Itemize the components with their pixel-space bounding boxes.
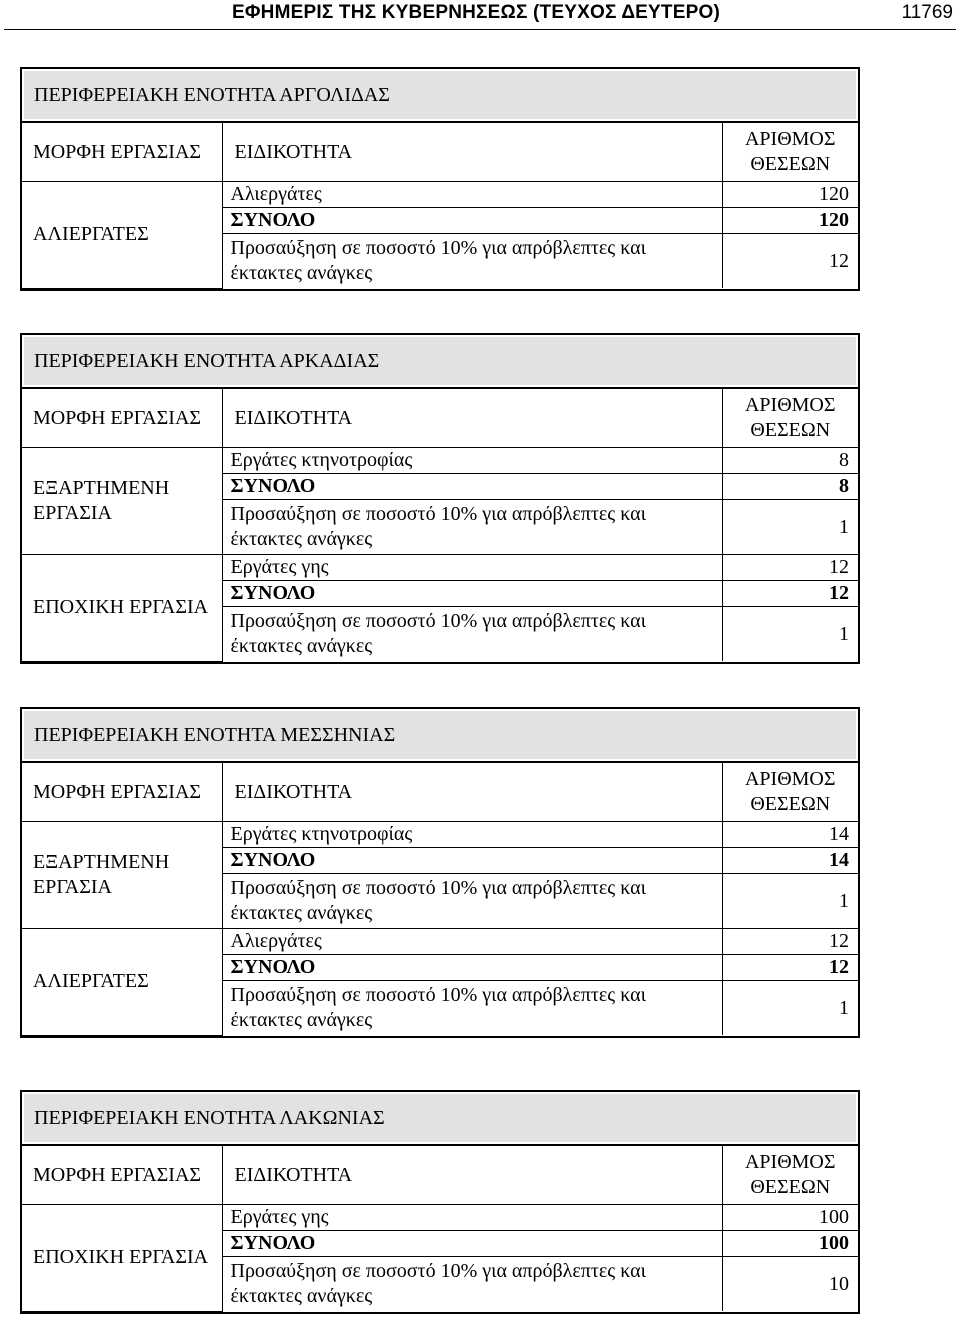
section-title: ΠΕΡΙΦΕΡΕΙΑΚΗ ΕΝΟΤΗΤΑ ΑΡΚΑΔΙΑΣ [22, 335, 858, 389]
header-rule [4, 29, 956, 30]
page-header [0, 0, 960, 30]
total-label: ΣΥΝΟΛΟ [222, 848, 722, 874]
header-form: ΜΟΡΦΗ ΕΡΓΑΣΙΑΣ [22, 389, 222, 448]
specialty: Αλιεργάτες [222, 929, 722, 955]
work-form: ΕΞΑΡΤΗΜΕΝΗ ΕΡΓΑΣΙΑ [22, 448, 222, 555]
position-count: 120 [722, 182, 858, 208]
header-form: ΜΟΡΦΗ ΕΡΓΑΣΙΑΣ [22, 1146, 222, 1205]
total-count: 14 [722, 848, 858, 874]
section-title: ΠΕΡΙΦΕΡΕΙΑΚΗ ΕΝΟΤΗΤΑ ΛΑΚΩΝΙΑΣ [22, 1092, 858, 1146]
table-row [22, 555, 858, 581]
total-label: ΣΥΝΟΛΟ [222, 581, 722, 607]
increase-count: 1 [722, 607, 858, 662]
header-specialty: ΕΙΔΙΚΟΤΗΤΑ [222, 389, 722, 448]
total-label: ΣΥΝΟΛΟ [222, 955, 722, 981]
position-count: 12 [722, 555, 858, 581]
header-count: ΑΡΙΘΜΟΣ ΘΕΣΕΩΝ [722, 123, 858, 182]
increase-label: Προσαύξηση σε ποσοστό 10% για απρόβλεπτες και έκτακτες ανάγκες [222, 1257, 722, 1312]
header-specialty: ΕΙΔΙΚΟΤΗΤΑ [222, 763, 722, 822]
header-form: ΜΟΡΦΗ ΕΡΓΑΣΙΑΣ [22, 123, 222, 182]
section-argolida [20, 67, 860, 291]
table-header-row [22, 123, 858, 182]
specialty: Εργάτες γης [222, 1205, 722, 1231]
total-count: 12 [722, 955, 858, 981]
header-specialty: ΕΙΔΙΚΟΤΗΤΑ [222, 123, 722, 182]
section-messinia [20, 707, 860, 1038]
header-count: ΑΡΙΘΜΟΣ ΘΕΣΕΩΝ [722, 389, 858, 448]
increase-label: Προσαύξηση σε ποσοστό 10% για απρόβλεπτες και έκτακτες ανάγκες [222, 874, 722, 929]
section-arkadia [20, 333, 860, 664]
table-header-row [22, 389, 858, 448]
table-row [22, 929, 858, 955]
work-form: ΕΞΑΡΤΗΜΕΝΗ ΕΡΓΑΣΙΑ [22, 822, 222, 929]
specialty: Εργάτες κτηνοτροφίας [222, 822, 722, 848]
position-count: 12 [722, 929, 858, 955]
table-row [22, 1205, 858, 1231]
page-number: 11769 [901, 2, 953, 23]
position-count: 14 [722, 822, 858, 848]
positions-table [22, 123, 858, 289]
work-form: ΑΛΙΕΡΓΑΤΕΣ [22, 182, 222, 289]
position-count: 8 [722, 448, 858, 474]
total-count: 120 [722, 208, 858, 234]
increase-count: 10 [722, 1257, 858, 1312]
table-row [22, 182, 858, 208]
positions-table [22, 763, 858, 1036]
header-count: ΑΡΙΘΜΟΣ ΘΕΣΕΩΝ [722, 1146, 858, 1205]
work-form: ΕΠΟΧΙΚΗ ΕΡΓΑΣΙΑ [22, 1205, 222, 1312]
section-title: ΠΕΡΙΦΕΡΕΙΑΚΗ ΕΝΟΤΗΤΑ ΑΡΓΟΛΙΔΑΣ [22, 69, 858, 123]
table-row [22, 448, 858, 474]
positions-table [22, 1146, 858, 1312]
specialty: Εργάτες γης [222, 555, 722, 581]
section-title: ΠΕΡΙΦΕΡΕΙΑΚΗ ΕΝΟΤΗΤΑ ΜΕΣΣΗΝΙΑΣ [22, 709, 858, 763]
total-label: ΣΥΝΟΛΟ [222, 208, 722, 234]
total-label: ΣΥΝΟΛΟ [222, 474, 722, 500]
specialty: Αλιεργάτες [222, 182, 722, 208]
table-header-row [22, 763, 858, 822]
increase-label: Προσαύξηση σε ποσοστό 10% για απρόβλεπτες και έκτακτες ανάγκες [222, 607, 722, 662]
header-count: ΑΡΙΘΜΟΣ ΘΕΣΕΩΝ [722, 763, 858, 822]
increase-count: 12 [722, 234, 858, 289]
table-header-row [22, 1146, 858, 1205]
total-count: 8 [722, 474, 858, 500]
increase-count: 1 [722, 500, 858, 555]
table-row [22, 822, 858, 848]
position-count: 100 [722, 1205, 858, 1231]
increase-count: 1 [722, 981, 858, 1036]
increase-label: Προσαύξηση σε ποσοστό 10% για απρόβλεπτες και έκτακτες ανάγκες [222, 500, 722, 555]
positions-table [22, 389, 858, 662]
total-count: 12 [722, 581, 858, 607]
total-count: 100 [722, 1231, 858, 1257]
specialty: Εργάτες κτηνοτροφίας [222, 448, 722, 474]
section-lakonia [20, 1090, 860, 1314]
work-form: ΕΠΟΧΙΚΗ ΕΡΓΑΣΙΑ [22, 555, 222, 662]
increase-label: Προσαύξηση σε ποσοστό 10% για απρόβλεπτες και έκτακτες ανάγκες [222, 981, 722, 1036]
header-specialty: ΕΙΔΙΚΟΤΗΤΑ [222, 1146, 722, 1205]
gazette-title: ΕΦΗΜΕΡΙΣ ΤΗΣ ΚΥΒΕΡΝΗΣΕΩΣ (ΤΕΥΧΟΣ ΔΕΥΤΕΡΟ) [232, 2, 720, 23]
header-form: ΜΟΡΦΗ ΕΡΓΑΣΙΑΣ [22, 763, 222, 822]
work-form: ΑΛΙΕΡΓΑΤΕΣ [22, 929, 222, 1036]
increase-count: 1 [722, 874, 858, 929]
increase-label: Προσαύξηση σε ποσοστό 10% για απρόβλεπτες και έκτακτες ανάγκες [222, 234, 722, 289]
total-label: ΣΥΝΟΛΟ [222, 1231, 722, 1257]
